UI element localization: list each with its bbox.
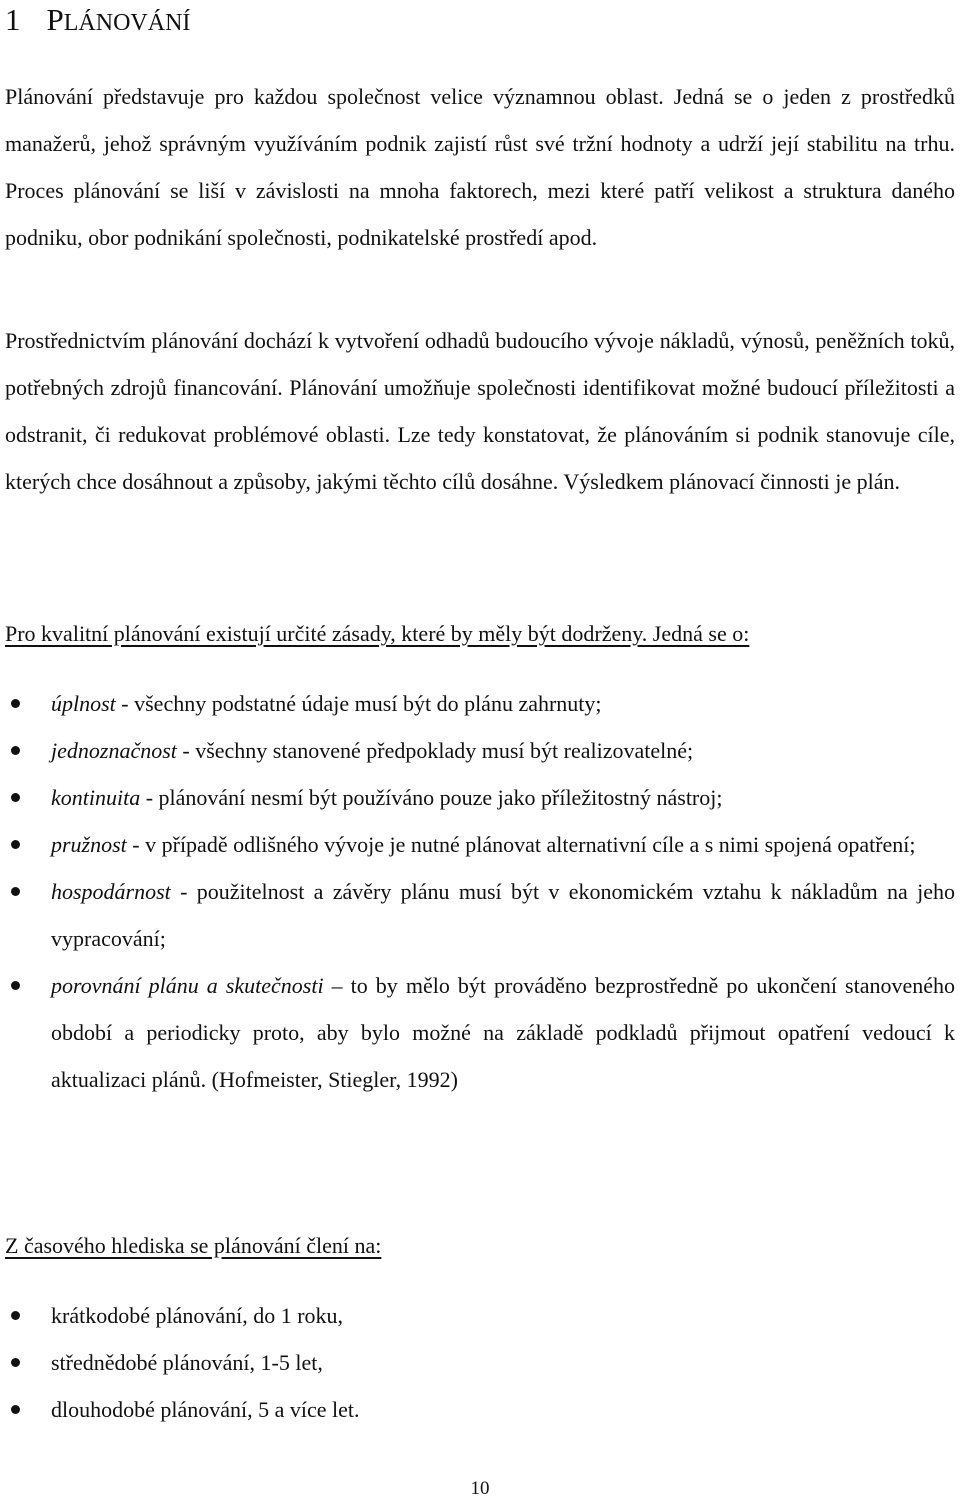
- principle-text: - použitelnost a závěry plánu musí být v ekonomickém vztahu k nákladům na jeho vypracování;: [51, 879, 955, 951]
- principle-text: - v případě odlišného vývoje je nutné plánovat alternativní cíle a s nimi spojená opatření;: [126, 832, 916, 857]
- bullet-icon: [11, 981, 20, 990]
- principle-term: porovnání plánu a skutečnosti: [51, 973, 324, 998]
- paragraph-purpose: Prostřednictvím plánování dochází k vytvoření odhadů budoucího vývoje nákladů, výnosů, peněžních toků, potřebných zdrojů financování. Plánování umožňuje společnosti identifikovat možné budoucí příležitosti a odstranit, či redukovat problémové oblasti. Lze tedy konstatovat, že plánováním si podnik stanovuje cíle, kterých chce dosáhnout a způsoby, jakými těchto cílů dosáhne. Výsledkem plánovací činnosti je plán.: [5, 328, 955, 494]
- bullet-icon: [11, 840, 20, 849]
- list-item-text: dlouhodobé plánování, 5 a více let.: [51, 1397, 360, 1422]
- principle-term: hospodárnost: [51, 879, 171, 904]
- chapter-heading: [5, 0, 190, 43]
- chapter-title-initial: P: [46, 2, 64, 37]
- time-horizon-intro: Z časového hlediska se plánování člení na:: [5, 1233, 382, 1258]
- list-item: [5, 1292, 955, 1339]
- principle-text: - plánování nesmí být používáno pouze jako příležitostný nástroj;: [140, 785, 723, 810]
- bullet-icon: [11, 1405, 20, 1414]
- bullet-icon: [11, 887, 20, 896]
- paragraph-intro: Plánování představuje pro každou společnost velice významnou oblast. Jedná se o jeden z prostředků manažerů, jehož správným využíváním podnik zajistí růst své tržní hodnoty a udrží její stabilitu na trhu. Proces plánování se liší v závislosti na mnoha faktorech, mezi které patří velikost a struktura daného podniku, obor podnikání společnosti, podnikatelské prostředí apod.: [5, 84, 955, 250]
- list-item: [5, 1339, 955, 1386]
- list-item-text: krátkodobé plánování, do 1 roku,: [51, 1303, 344, 1328]
- page-number: 10: [470, 1478, 490, 1499]
- list-item: [5, 962, 955, 1103]
- principle-text: – to by mělo být prováděno bezprostředně po ukončení stanoveného období a periodicky proto, aby bylo možné na základě podkladů přijmout opatření vedoucí k aktualizaci plánů. (Hofmeister, Stiegler, 1992): [51, 973, 955, 1092]
- chapter-title-rest: LÁNOVÁNÍ: [63, 10, 191, 36]
- bullet-icon: [11, 746, 20, 755]
- principle-term: jednoznačnost: [51, 738, 177, 763]
- bullet-icon: [11, 793, 20, 802]
- list-item: [5, 727, 955, 774]
- principles-list: [5, 680, 955, 1103]
- list-item: [5, 1386, 955, 1433]
- bullet-icon: [11, 1311, 20, 1320]
- list-item: [5, 868, 955, 962]
- bullet-icon: [11, 699, 20, 708]
- principles-intro: Pro kvalitní plánování existují určité zásady, které by měly být dodrženy. Jedná se o:: [5, 621, 750, 646]
- principle-text: - všechny stanovené předpoklady musí být realizovatelné;: [176, 738, 694, 763]
- time-horizon-list: [5, 1292, 955, 1433]
- list-item: [5, 821, 955, 868]
- principle-term: pružnost: [51, 832, 127, 857]
- list-item-text: střednědobé plánování, 1-5 let,: [51, 1350, 323, 1375]
- list-item: [5, 680, 955, 727]
- principle-term: kontinuita: [51, 785, 141, 810]
- bullet-icon: [11, 1358, 20, 1367]
- principle-text: - všechny podstatné údaje musí být do plánu zahrnuty;: [115, 691, 602, 716]
- principle-term: úplnost: [51, 691, 116, 716]
- list-item: [5, 774, 955, 821]
- chapter-number: 1: [5, 2, 21, 37]
